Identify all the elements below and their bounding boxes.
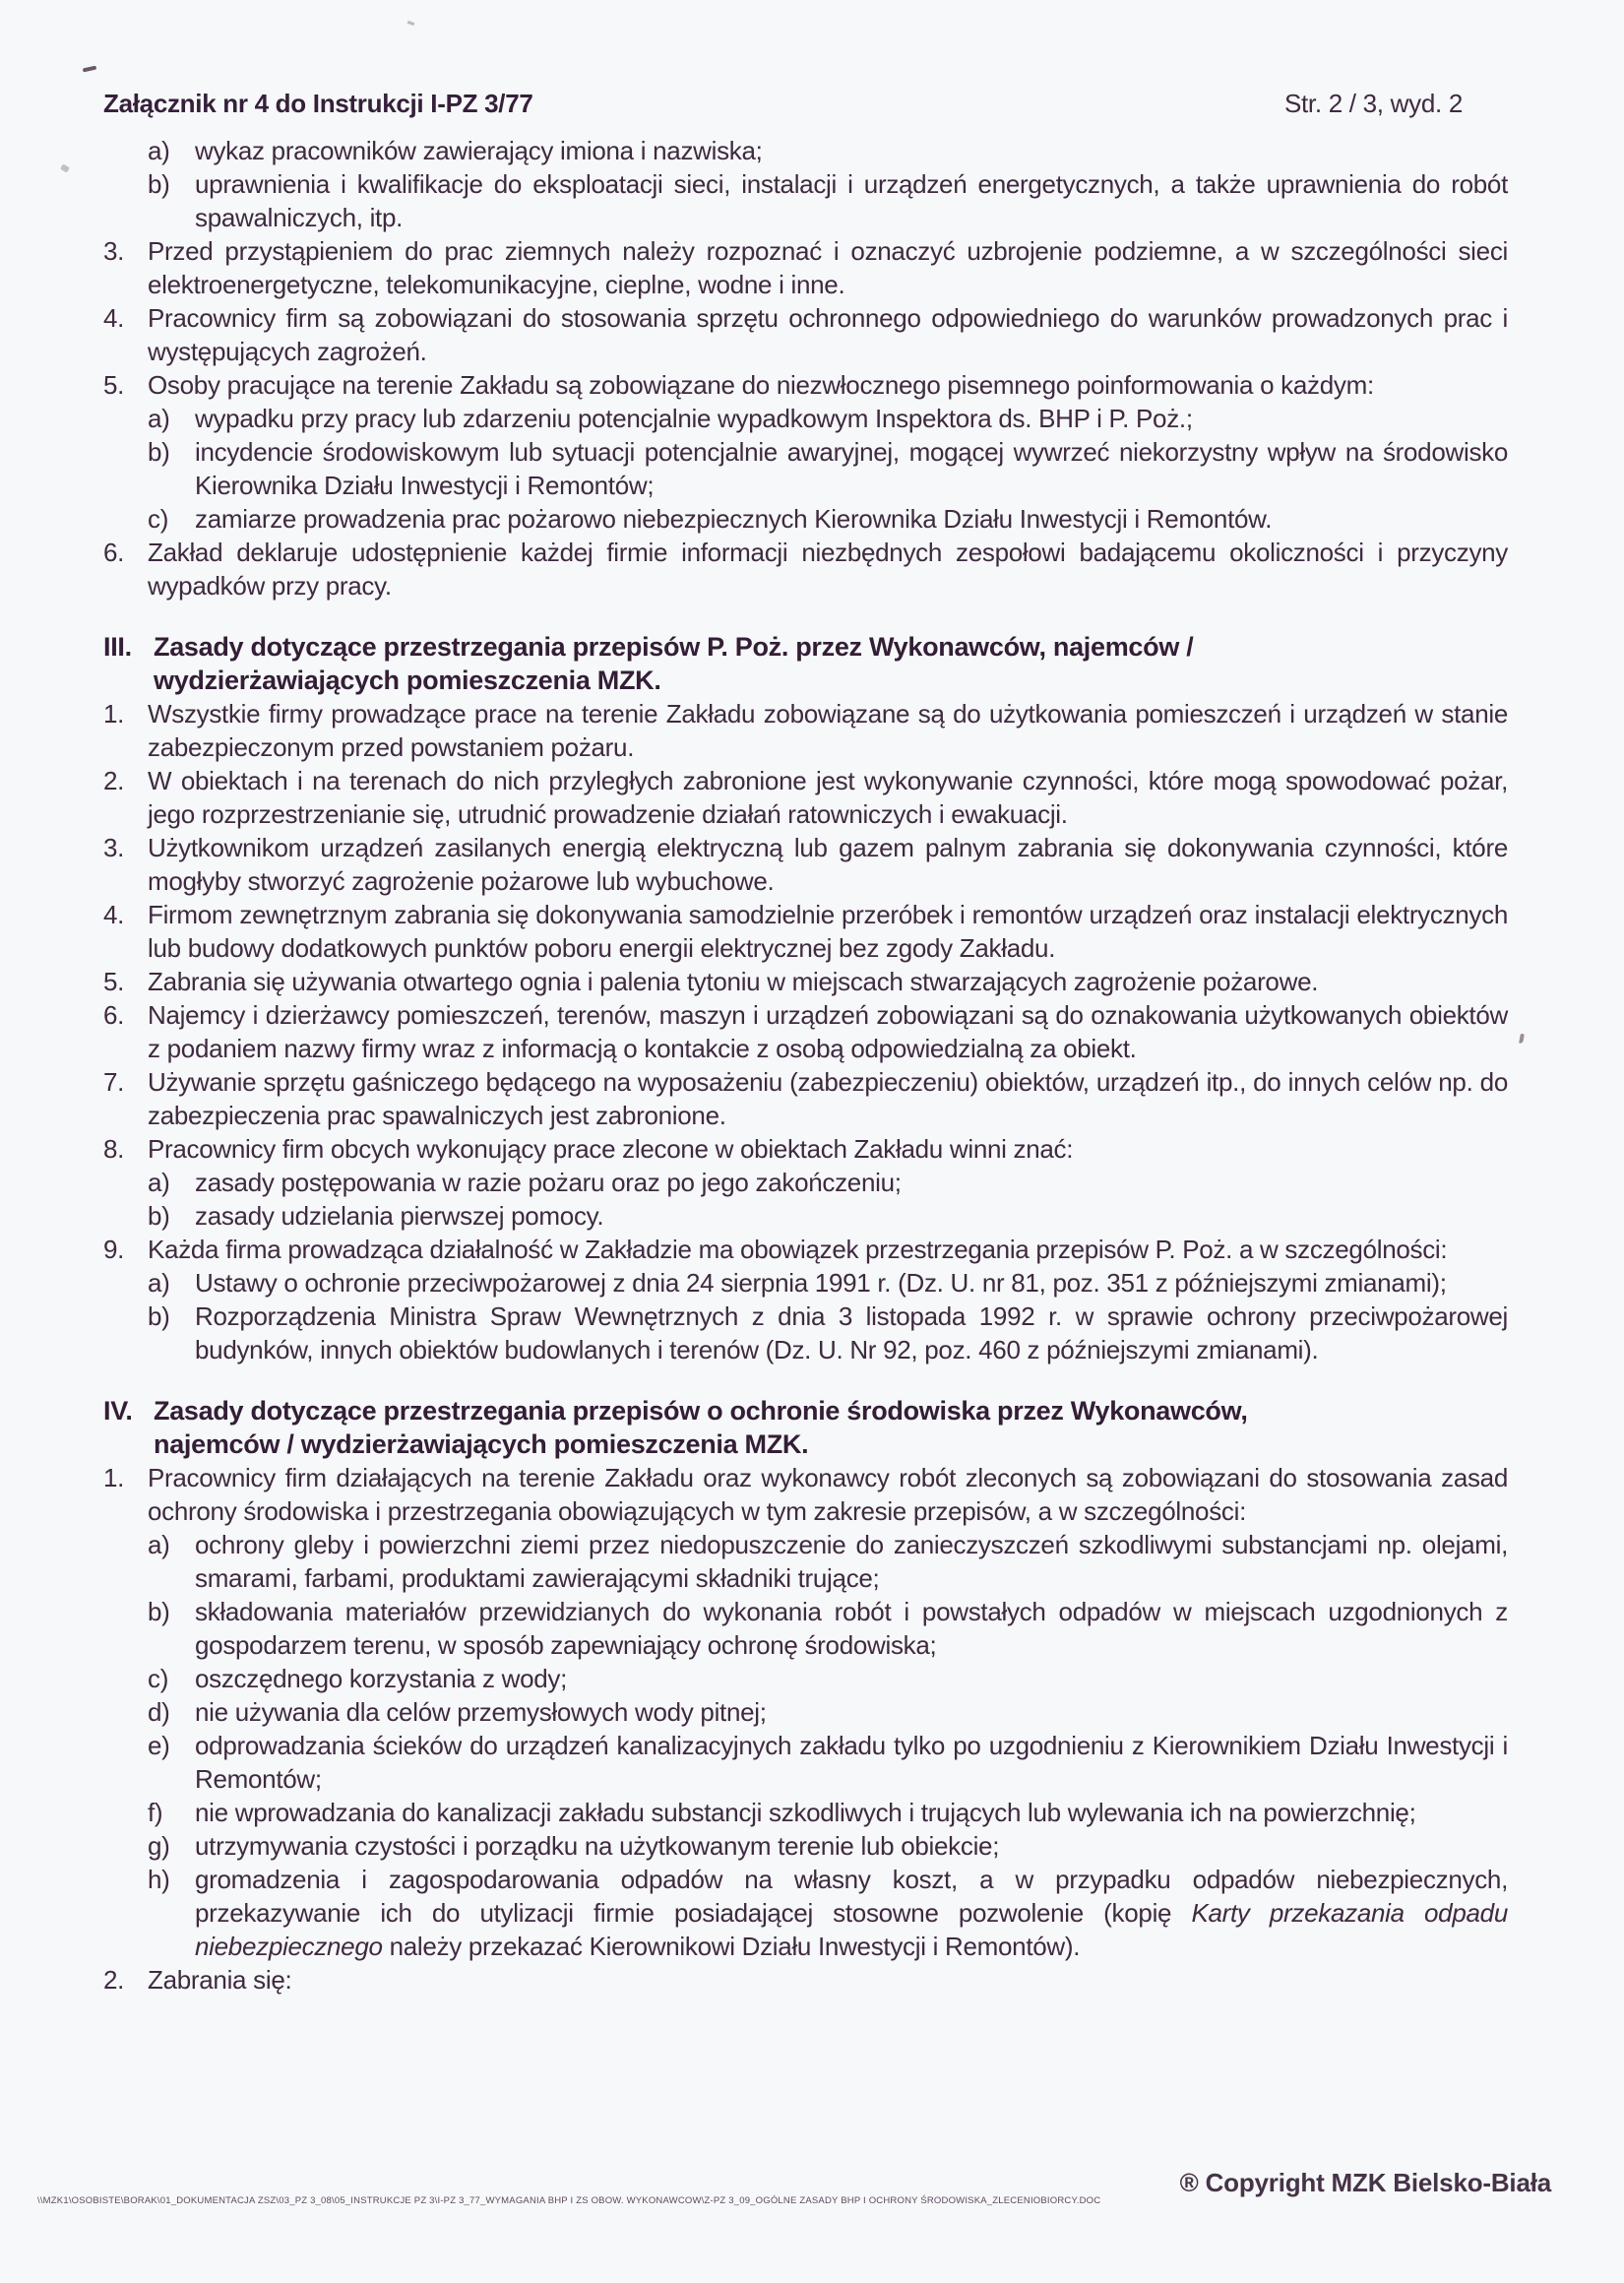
list-item [148,1662,1508,1695]
page-indicator: Str. 2 / 3, wyd. 2 [1283,89,1463,118]
item-label: a) [148,1268,170,1298]
item-text: Użytkownikom urządzeń zasilanych energią elektryczną lub gazem palnym zabrania się dokonywania czynności, które mogłyby stworzyć zagrożenie pożarowe lub wybuchowe. [148,833,1508,896]
item-text: W obiektach i na terenach do nich przyległych zabronione jest wykonywanie czynności, które mogą spowodować pożar, jego rozprzestrzenianie się, utrudnić prowadzenie działań ratowniczych i ewakuacji. [148,766,1508,829]
item-text: Pracownicy firm są zobowiązani do stosowania sprzętu ochronnego odpowiedniego do warunków prowadzonych prac i występujących zagrożeń. [148,303,1508,366]
item-label: 1. [103,699,125,729]
section-label: III. [103,632,132,662]
section-title-line: wydzierżawiających pomieszczenia MZK. [154,666,661,695]
list-item [103,536,1508,602]
item-text: Rozporządzenia Ministra Spraw Wewnętrznych z dnia 3 listopada 1992 r. w sprawie ochrony przeciwpożarowej budynków, innych obiektów budowlanych i terenów (Dz. U. Nr 92, poz. 460 z późniejszymi zmianami). [195,1301,1508,1364]
item-text: uprawnienia i kwalifikacje do eksploatacji sieci, instalacji i urządzeń energetycznych, a także uprawnienia do robót spawalniczych, itp. [195,169,1508,232]
scan-artifact [83,66,97,73]
item-label: a) [148,1530,170,1559]
list-item [148,1300,1508,1366]
item-text: wykaz pracowników zawierający imiona i nazwiska; [195,136,763,165]
item-label: 2. [103,1965,125,1995]
item-text: zamiarze prowadzenia prac pożarowo niebezpiecznych Kierownika Działu Inwestycji i Remontów. [195,504,1273,534]
item-label: g) [148,1831,170,1861]
scan-artifact [407,21,415,26]
item-label: 7. [103,1067,125,1097]
list-item [103,1233,1508,1366]
section-title [154,630,1508,697]
item-label: e) [148,1731,170,1760]
item-text: Osoby pracujące na terenie Zakładu są zobowiązane do niezwłocznego pisemnego poinformowania o każdym: [148,370,1374,400]
item-text: Zabrania się: [148,1965,292,1995]
item-text: utrzymywania czystości i porządku na użytkowanym terenie lub obiekcie; [195,1831,1000,1861]
section-title-line: Zasady dotyczące przestrzegania przepisów o ochronie środowiska przez Wykonawców, [154,1396,1248,1426]
continuation-sublist [148,134,1508,234]
section-heading-fire [103,630,1508,697]
list-item [103,234,1508,301]
list-item [103,764,1508,831]
list-item [148,1166,1508,1199]
item-label: c) [148,504,169,534]
item-text: oszczędnego korzystania z wody; [195,1664,568,1693]
item-body [148,1233,1508,1366]
item-text: wypadku przy pracy lub zdarzeniu potencjalnie wypadkowym Inspektora ds. BHP i P. Poż.; [195,404,1193,433]
list-item [103,1963,1508,1997]
section-title [154,1394,1508,1461]
item-label: h) [148,1865,170,1894]
list-item [103,697,1508,764]
copyright-notice: ® Copyright MZK Bielsko-Biała [1179,2168,1551,2197]
section-title-line: Zasady dotyczące przestrzegania przepisów P. Poż. przez Wykonawców, najemców / [154,632,1194,662]
file-path: \\MZK1\OSOBISTE\BORAK\01_DOKUMENTACJA ZSZ\03_PZ 3_08\05_INSTRUKCJE PZ 3\I-PZ 3_77_WYMAGANIA BHP I ZS OBOW. WYKONAWCOW\Z-PZ 3_09_OGÓLNE ZASADY BHP I OCHRONY ŚRODOWISKA_ZLECENIOBIORCY.DOC [37,2195,1101,2206]
item-text [195,1863,1508,1963]
item-text: Pracownicy firm obcych wykonujący prace zlecone w obiektach Zakładu winni znać: [148,1134,1074,1164]
item-text: składowania materiałów przewidzianych do wykonania robót i powstałych odpadów w miejscach uzgodnionych z gospodarzem terenu, w sposób zapewniający ochronę środowiska; [195,1597,1508,1660]
item-label: b) [148,1301,170,1331]
list-item [148,402,1508,435]
list-item [148,134,1508,167]
item-label: c) [148,1664,169,1693]
list-item [103,301,1508,368]
item-text: incydencie środowiskowym lub sytuacji potencjalnie awaryjnej, mogącej wywrzeć niekorzystny wpływ na środowisko Kierownika Działu Inwestycji i Remontów; [195,437,1508,500]
item-label: b) [148,1597,170,1626]
item-body [148,1461,1508,1963]
list-item [148,502,1508,536]
item-label: b) [148,169,170,199]
item-label: 6. [103,538,125,567]
item-label: 4. [103,900,125,929]
list-item [103,898,1508,965]
item-text: Przed przystąpieniem do prac ziemnych należy rozpoznać i oznaczyć uzbrojenie podziemne, a w szczególności sieci elektroenergetyczne, telekomunikacyjne, cieplne, wodne i inne. [148,236,1508,299]
item-text: nie używania dla celów przemysłowych wody pitnej; [195,1697,767,1727]
item-text-italic: Karty przekazania odpadu niebezpiecznego [195,1898,1508,1961]
list-item [148,1796,1508,1829]
item-label: 6. [103,1000,125,1030]
list-item [148,167,1508,234]
list-item [103,1132,1508,1233]
item-label: 5. [103,967,125,996]
list-item [103,998,1508,1065]
item-label: 3. [103,236,125,266]
item-label: a) [148,404,170,433]
item-label: b) [148,437,170,467]
item-label: 1. [103,1463,125,1492]
item-label: a) [148,1168,170,1197]
item-label: 2. [103,766,125,795]
item-label: 8. [103,1134,125,1164]
item-text-segment: gromadzenia i zagospodarowania odpadów na własny koszt, a w przypadku odpadów niebezpiecznych, przekazywanie ich do utylizacji firmie posiadającej stosowne pozwolenie (kopię [195,1865,1508,1928]
list-item [148,1863,1508,1963]
list-item [103,1461,1508,1963]
list-item [103,831,1508,898]
list-item [148,435,1508,502]
list-item [148,1266,1508,1300]
item-text: nie wprowadzania do kanalizacji zakładu substancji szkodliwych i trujących lub wylewania ich na powierzchnię; [195,1798,1416,1827]
item-label: 3. [103,833,125,862]
document-body [103,87,1508,1997]
item-text: Ustawy o ochronie przeciwpożarowej z dnia 24 sierpnia 1991 r. (Dz. U. nr 81, poz. 351 z późniejszymi zmianami); [195,1268,1447,1298]
item-text-segment: należy przekazać Kierownikowi Działu Inwestycji i Remontów). [382,1932,1081,1961]
attachment-reference: Załącznik nr 4 do Instrukcji I-PZ 3/77 [103,89,533,118]
item-label: f) [148,1798,163,1827]
item-text: Zakład deklaruje udostępnienie każdej firmie informacji niezbędnych zespołowi badającemu okoliczności i przyczyny wypadków przy pracy. [148,538,1508,601]
item-text: zasady udzielania pierwszej pomocy. [195,1201,604,1231]
item-label: d) [148,1697,170,1727]
list-item [148,1595,1508,1662]
list-item [103,1065,1508,1132]
item-text: Każda firma prowadząca działalność w Zakładzie ma obowiązek przestrzegania przepisów P. Poż. a w szczególności: [148,1235,1448,1264]
item-text: Firmom zewnętrznym zabrania się dokonywania samodzielnie przeróbek i remontów urządzeń oraz instalacji elektrycznych lub budowy dodatkowych punktów poboru energii elektrycznej bez zgody Zakładu. [148,900,1508,963]
item-text: Najemcy i dzierżawcy pomieszczeń, terenów, maszyn i urządzeń zobowiązani są do oznakowania użytkowanych obiektów z podaniem nazwy firmy wraz z informacją o kontakcie z osobą odpowiedzialną za obiekt. [148,1000,1508,1063]
list-item [148,1528,1508,1595]
list-item [148,1695,1508,1729]
item-text: Wszystkie firmy prowadzące prace na terenie Zakładu zobowiązane są do użytkowania pomieszczeń i urządzeń w stanie zabezpieczonym przed powstaniem pożaru. [148,699,1508,762]
section-heading-environment [103,1394,1508,1461]
page-header [103,87,1508,120]
item-text: Zabrania się używania otwartego ognia i palenia tytoniu w miejscach stwarzających zagrożenie pożarowe. [148,967,1319,996]
list-item [103,368,1508,536]
section-title-line: najemców / wydzierżawiających pomieszczenia MZK. [154,1429,809,1459]
item-label: b) [148,1201,170,1231]
item-text: Pracownicy firm działających na terenie Zakładu oraz wykonawcy robót zleconych są zobowiązani do stosowania zasad ochrony środowiska i przestrzegania obowiązujących w tym zakresie przepisów, a w szczególności: [148,1463,1508,1526]
item-text: odprowadzania ścieków do urządzeń kanalizacyjnych zakładu tylko po uzgodnieniu z Kierownikiem Działu Inwestycji i Remontów; [195,1731,1508,1794]
item-text: zasady postępowania w razie pożaru oraz po jego zakończeniu; [195,1168,902,1197]
list-item [148,1199,1508,1233]
list-item [148,1829,1508,1863]
scan-artifact [60,163,70,172]
item-text: ochrony gleby i powierzchni ziemi przez niedopuszczenie do zanieczyszczeń szkodliwymi substancjami np. olejami, smarami, farbami, produktami zawierającymi składniki trujące; [195,1530,1508,1593]
item-label: 9. [103,1235,125,1264]
item-label: 4. [103,303,125,333]
item-body [148,368,1508,536]
item-label: 5. [103,370,125,400]
section-label: IV. [103,1396,133,1426]
list-item [103,965,1508,998]
item-label: a) [148,136,170,165]
item-text: Używanie sprzętu gaśniczego będącego na wyposażeniu (zabezpieczeniu) obiektów, urządzeń itp., do innych celów np. do zabezpieczenia prac spawalniczych jest zabronione. [148,1067,1508,1130]
scan-artifact [1519,1034,1525,1045]
list-item [148,1729,1508,1796]
item-body [148,1132,1508,1233]
